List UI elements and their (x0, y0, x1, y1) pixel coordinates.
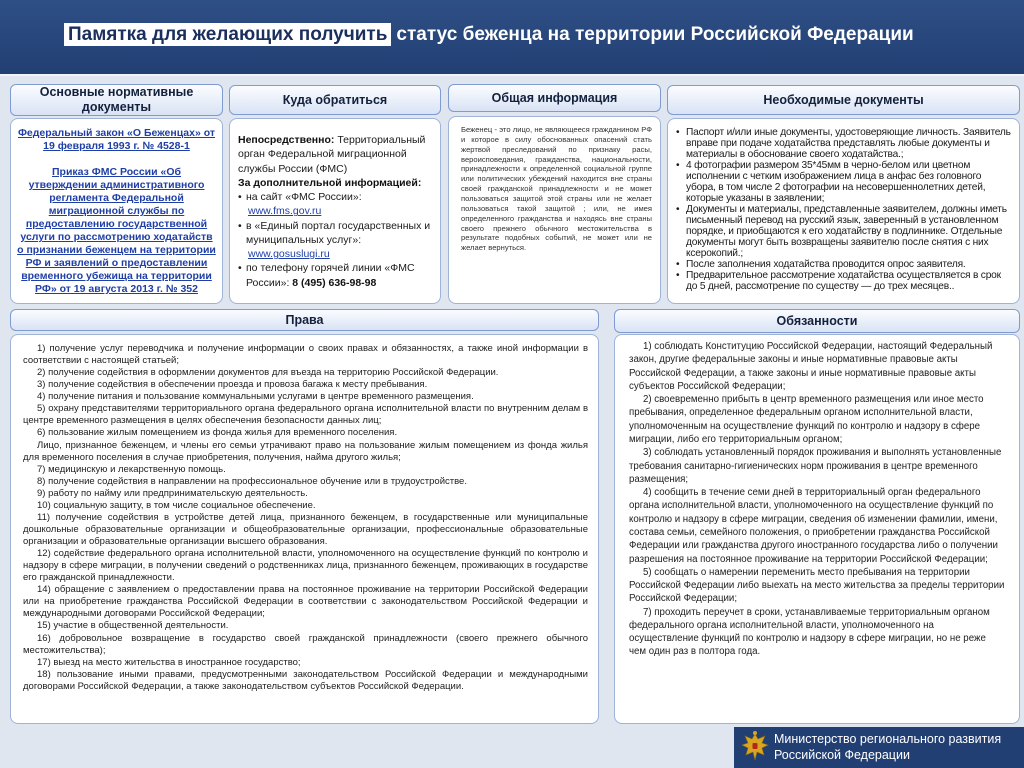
list-item: • Предварительное рассмотрение ходатайства осуществляется в срок до 5 дней, рассмотрение по существу — до трех месяцев.. (676, 270, 1001, 293)
list-item: 5) сообщать о намерении переменить место пребывания на территории Российской Федерации либо выехать на место жительства за пределы территории Российской Федерации; (629, 566, 1005, 605)
list-item: • Паспорт и/или иные документы, удостоверяющие личность. Заявитель вправе при подаче ходатайства представлять любые документы и материалы в обоснование своего ходатайства.; (676, 127, 1011, 161)
list-item: 12) содействие федерального органа исполнительной власти, уполномоченного на осуществление функций по контролю и надзору в сфере миграции, в получении сведений о родственниках лица, признанного беженцем, проживающих в государстве его гражданской принадлежности. (23, 548, 588, 584)
list-item: 7) медицинскую и лекарственную помощь. (37, 463, 226, 475)
required-docs-header: Необходимые документы (667, 85, 1020, 115)
where-to-apply-header: Куда обратиться (229, 85, 441, 115)
direct-label: Непосредственно: (238, 134, 335, 146)
list-item: 17) выезд на место жительства в иностранное государство; (37, 656, 301, 668)
list-item: 11) получение содействия в устройстве детей лица, признанного беженцем, в государственные или муниципальные дошкольные образовательные организации и общеобразовательные организации, профессиональные образовательные организации и образовательные организации высшего образования. (23, 511, 588, 547)
list-item: 4) получение питания и пользование коммунальными услугами в центре временного размещения. (37, 391, 474, 403)
list-item: 4) сообщить в течение семи дней в территориальный орган федерального органа исполнительной власти, уполномоченного на осуществление функций по контролю и надзору в сфере миграции, сведения об изменении фамилии, имени, состава семьи, семейного положения, о приобретении гражданства Российской Федерации или гражданства другого иностранного государства либо о получении разрешения на постоянное проживание на территории Российской Федерации; (629, 487, 998, 565)
duties-panel (614, 334, 1020, 724)
where-to-apply-panel (229, 118, 441, 304)
list-item: 16) добровольное возвращение в государство своей гражданской принадлежности (своего прежнего обычного местожительства); (23, 632, 588, 656)
list-item: 5) охрану представителями территориального органа федерального органа исполнительной власти по внутренним делам в центре временного размещения в целях обеспечения безопасности данных лиц; (23, 403, 588, 427)
page-title (64, 24, 914, 46)
list-item: 2) своевременно прибыть в центр временного размещения или иное место пребывания, определенное федеральным органом исполнительной власти, уполномоченным на осуществление функций по контролю и надзору в сфере миграции, либо его территориальным органом; (629, 394, 984, 445)
list-item: 7) проходить переучет в сроки, устанавливаемые территориальным органом федерального органа исполнительной власти, уполномоченного на осуществление функций по контролю и надзору в сфере миграции, но не реже чем один раз в полтора года. (629, 606, 990, 658)
law-link[interactable]: Федеральный закон «О Беженцах» от 19 февраля 1993 г. № 4528-1 (17, 127, 216, 153)
bullet-icon: • (676, 259, 680, 271)
general-info-header: Общая информация (448, 84, 661, 112)
list-item: 6) пользование жилым помещением из фонда жилья для временного поселения. (37, 427, 398, 439)
bullet-icon: • (238, 262, 242, 275)
bullet-icon: • (238, 191, 242, 204)
ministry-footer (734, 727, 1024, 768)
contact-item-site-text: на сайт «ФМС России»: (246, 191, 362, 204)
direct-text: Территориальный орган Федеральной миграционной службы России (ФМС) (238, 134, 426, 175)
normative-docs-panel (10, 118, 223, 304)
list-item: • Документы и материалы, представленные заявителем, должны иметь письменный перевод на русский язык, заверенный в установленном порядке, и приобщаются к его ходатайству в подлиннике. Отдельные документы могут быть возвращены заявителю после снятия с них ксерокопий.; (676, 204, 1007, 260)
bullet-icon: • (238, 219, 242, 232)
gosuslugi-link[interactable]: www.gosuslugi.ru (248, 248, 330, 261)
list-item: 8) получение содействия в направлении на профессиональное обучение или в трудоустройстве. (37, 475, 467, 487)
fms-site-link[interactable]: www.fms.gov.ru (248, 205, 322, 218)
general-info-panel (448, 116, 661, 304)
list-item: Лицо, признанное беженцем, и члены его семьи утрачивают право на пользование жилым помещением из фонда жилья для временного поселения в случае приобретения, получения, найма другого жилья; (23, 439, 588, 463)
list-item: 3) соблюдать установленный порядок проживания и выполнять установленные требования санитарно-гигиенических норм проживания в центре временного размещения; (629, 447, 1002, 485)
bullet-icon: • (676, 204, 680, 216)
ministry-name-line1: Министерство регионального развития (774, 732, 1002, 746)
contact-item-portal (238, 219, 433, 248)
rights-header: Права (10, 309, 599, 331)
bullet-icon: • (676, 127, 680, 138)
list-item: 18) пользование иными правами, предусмотренными законодательством Российской Федерации и международными договорами Российской Федерации, а также законодательством субъектов Российской Федерации. (23, 668, 588, 692)
list-item: • После заполнения ходатайства проводится опрос заявителя. (676, 259, 966, 271)
list-item: 15) участие в общественной деятельности. (37, 620, 229, 632)
list-item: 2) получение содействия в оформлении документов для въезда на территорию Российской Федерации. (37, 367, 499, 379)
normative-docs-header: Основные нормативные документы (10, 84, 223, 116)
direct-contact (238, 133, 433, 176)
double-headed-eagle-icon (741, 730, 769, 765)
page-title-highlight: Памятка для желающих получить (64, 23, 391, 46)
title-bar (0, 0, 1024, 76)
list-item: 1) получение услуг переводчика и получение информации о своих правах и обязанностях, а также иной информации в соответствии с настоящей статьей; (23, 343, 588, 367)
required-docs-panel (667, 118, 1020, 304)
page-title-rest: статус беженца на территории Российской Федерации (396, 24, 914, 45)
bullet-icon: • (676, 160, 680, 172)
list-item: 3) получение содействия в обеспечении проезда и провоза багажа к месту пребывания. (37, 379, 428, 391)
order-link[interactable]: Приказ ФМС России «Об утверждении административного регламента Федеральной миграционной службы по предоставлению государственной услуги по рассмотрению ходатайств о признании беженцем на территории РФ и заявлений о предоставлении временного убежища на территории РФ» от 19 августа 2013 г. № 352 (17, 166, 216, 296)
list-item: 14) обращение с заявлением о предоставлении права на постоянное проживание на территории Российской Федерации или на приобретение гражданства Российской Федерации в соответствии с законодательством Российской Федерации и международными договорами Российской Федерации; (23, 584, 588, 620)
list-item: • 4 фотографии размером 35*45мм в черно-белом или цветном исполнении с четким изображением лица в анфас без головного убора, в том числе 2 фотографии на несовершеннолетних детей, которые указаны в заявлении; (676, 160, 986, 205)
bullet-icon: • (676, 270, 680, 282)
contact-item-site (238, 190, 433, 204)
duties-header: Обязанности (614, 309, 1020, 333)
ministry-name-line2: Российской Федерации (774, 748, 910, 763)
contact-item-portal-text: в «Единый портал государственных и муниципальных услуг»: (246, 219, 431, 246)
list-item: 9) работу по найму или предпринимательскую деятельность. (37, 487, 308, 499)
contact-item-phone (238, 261, 433, 290)
list-item: 10) социальную защиту, в том числе социальное обеспечение. (37, 499, 316, 511)
contact-item-phone-text: по телефону горячей линии «ФМС России»: (246, 262, 415, 289)
list-item: 1) соблюдать Конституцию Российской Федерации, настоящий Федеральный закон, другие федеральные законы и иные нормативные правовые акты Российской Федерации, а также законы и иные нормативные правовые акты субъектов Российской Федерации; (629, 341, 993, 392)
hotline-phone: 8 (495) 636-98-98 (292, 276, 377, 289)
extra-label: За дополнительной информацией: (238, 176, 422, 189)
rights-panel (10, 334, 599, 724)
refugee-definition: Беженец - это лицо, не являющееся гражданином РФ и которое в силу обоснованных опасений стать жертвой преследований по признаку расы, вероисповедания, гражданства, национальности, принадлежности к определенной социальной группе или политических убеждений находится вне страны своей гражданской принадлежности и не может пользоваться защитой этой страны или не желает пользоваться такой защитой ; или, не имея определенного гражданства и находясь вне страны своего прежнего обычного местожительства в результате подобных событий, не может или не желает вернуться. (461, 125, 652, 253)
